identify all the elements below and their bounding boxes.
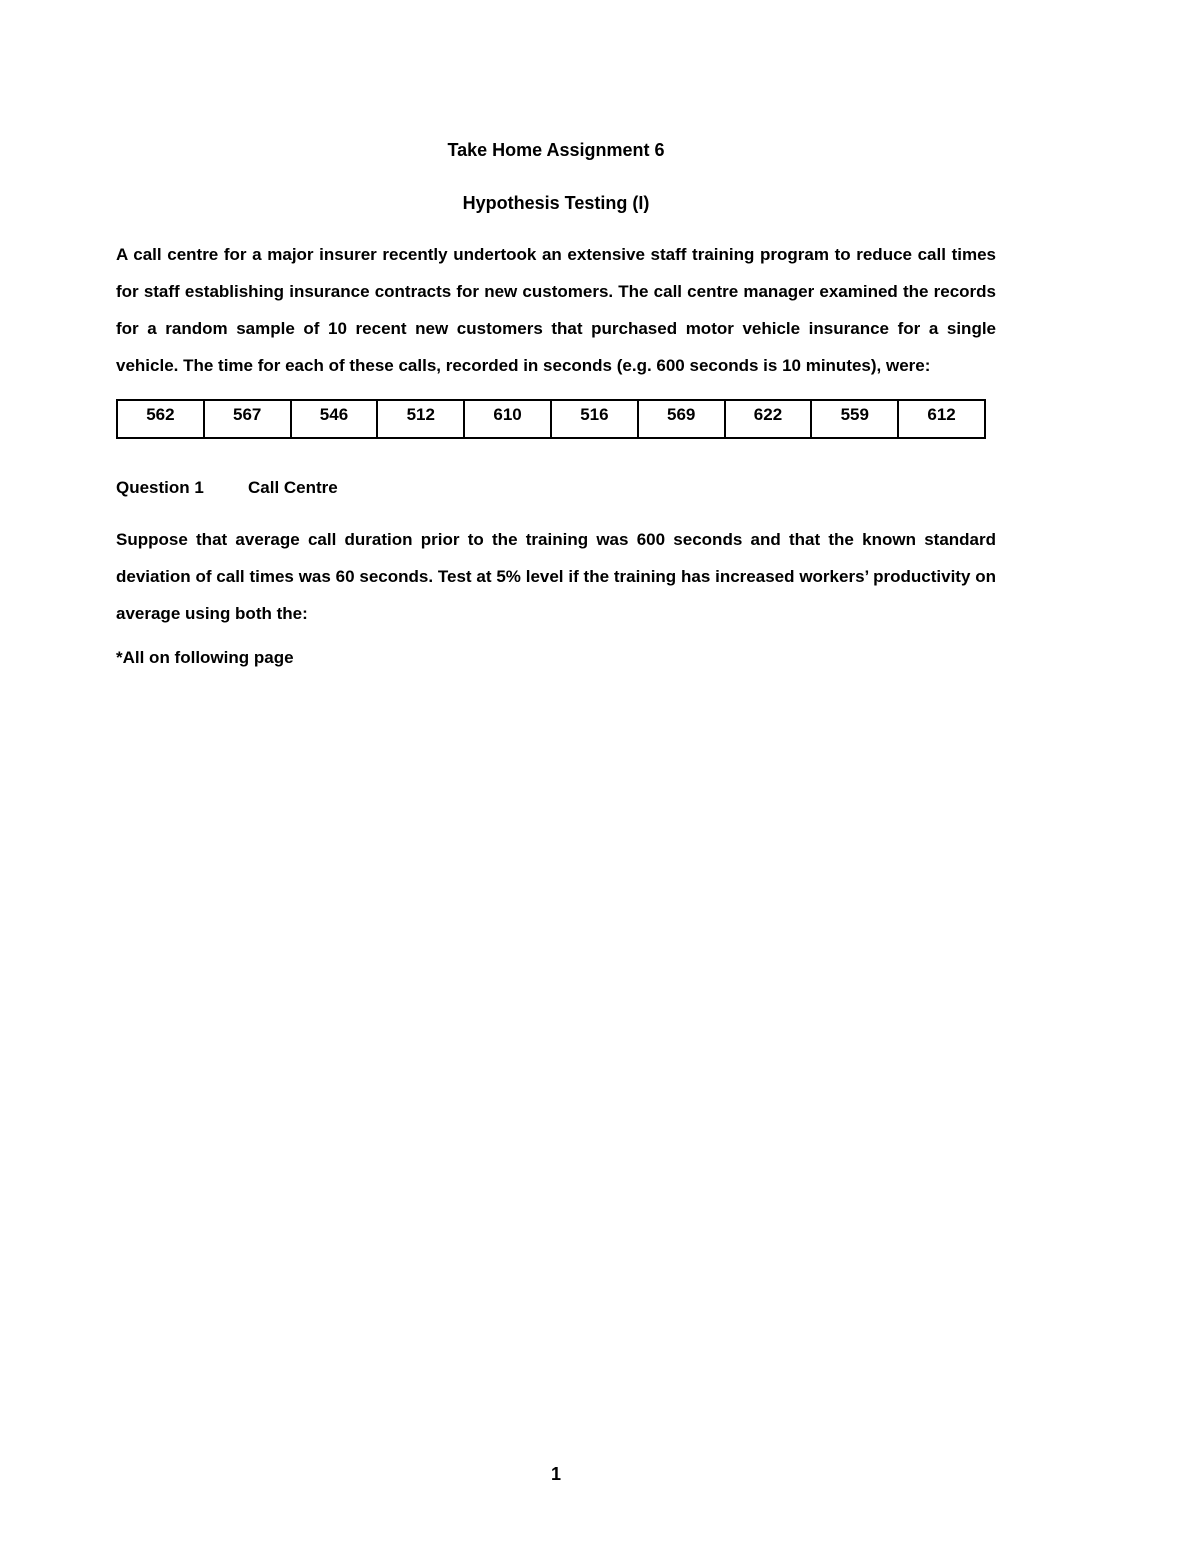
intro-paragraph: A call centre for a major insurer recently undertook an extensive staff training program to reduce call times for staff establishing insurance contracts for new customers. The call centre manager examined the records for a random sample of 10 recent new customers that purchased motor vehicle insurance for a single vehicle. The time for each of these calls, recorded in seconds (e.g. 600 seconds is 10 minutes), were: <box>116 245 996 375</box>
document-title: Take Home Assignment 6 <box>447 140 665 160</box>
table-cell: 516 <box>551 400 638 438</box>
question-body: Suppose that average call duration prior to the training was 600 seconds and that the known standard deviation of call times was 60 seconds. Test at 5% level if the training has increased workers’ productivity on average using both the: <box>116 530 996 623</box>
table-cell: 546 <box>291 400 378 438</box>
table-cell: 559 <box>811 400 898 438</box>
table-cell: 512 <box>377 400 464 438</box>
table-cell: 562 <box>117 400 204 438</box>
call-times-table <box>116 399 986 439</box>
page-number: 1 <box>550 1464 561 1484</box>
question-number: Question 1 <box>116 478 204 497</box>
question-heading <box>116 478 338 498</box>
table-cell: 569 <box>638 400 725 438</box>
table-cell: 612 <box>898 400 985 438</box>
question-title: Call Centre <box>248 478 338 497</box>
document-subtitle: Hypothesis Testing (I) <box>462 193 650 213</box>
table-cell: 610 <box>464 400 551 438</box>
note-text: *All on following page <box>116 648 294 667</box>
table-cell: 567 <box>204 400 291 438</box>
table-cell: 622 <box>725 400 812 438</box>
table-row <box>117 400 985 438</box>
